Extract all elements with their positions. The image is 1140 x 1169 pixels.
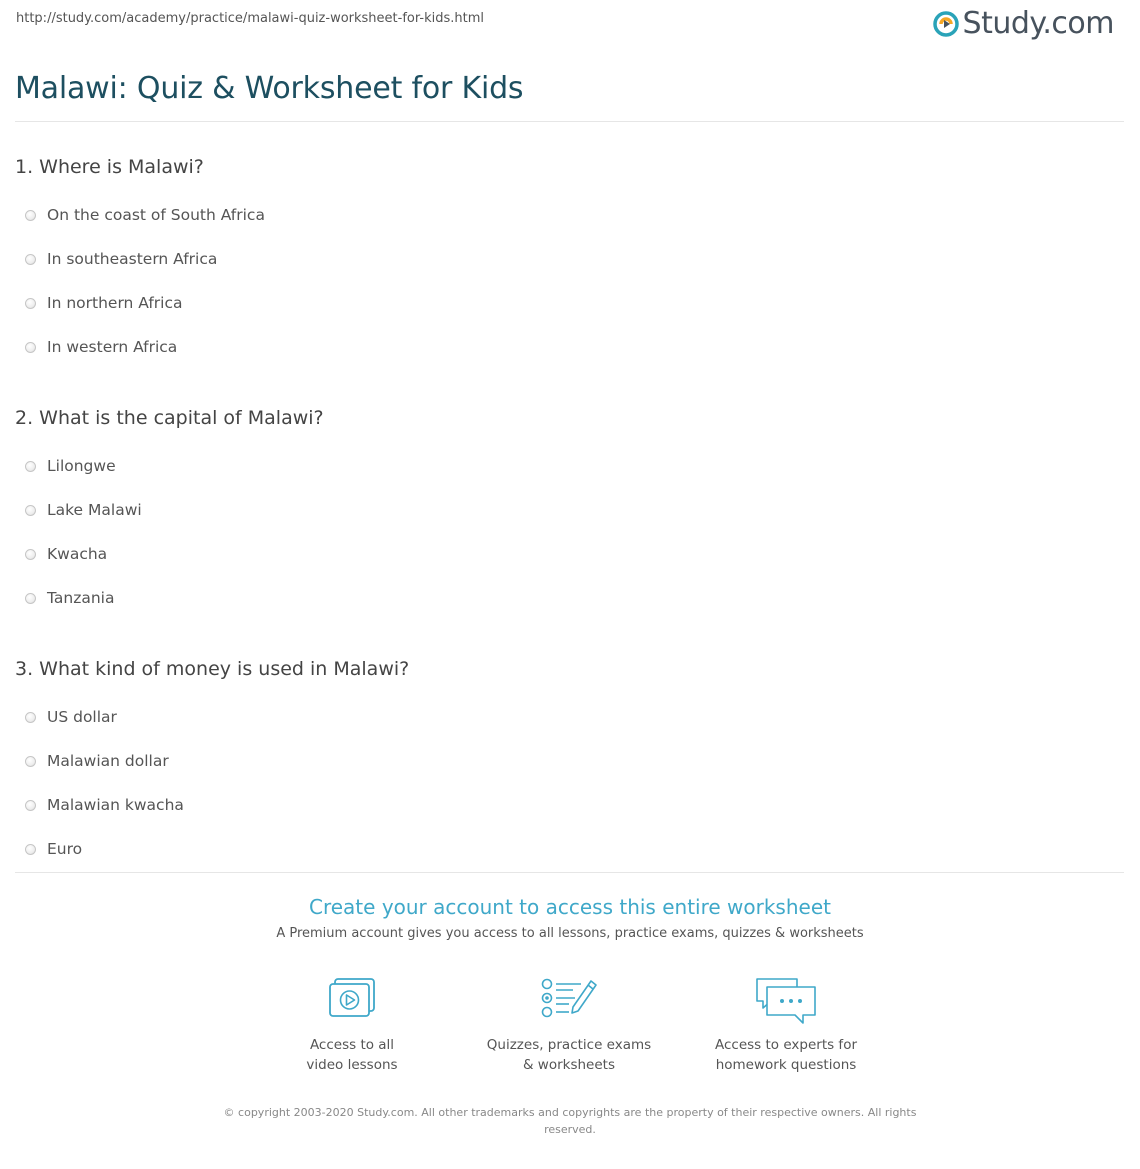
answer-label: Tanzania bbox=[47, 589, 115, 607]
feature-line: video lessons bbox=[306, 1057, 398, 1073]
question-title: 1. Where is Malawi? bbox=[15, 156, 204, 178]
feature-video-lessons bbox=[252, 975, 452, 1075]
radio-icon[interactable] bbox=[25, 505, 36, 516]
feature-quizzes bbox=[469, 975, 669, 1075]
answer-option[interactable] bbox=[15, 698, 1115, 742]
answer-option[interactable] bbox=[15, 786, 1115, 830]
feature-line: & worksheets bbox=[522, 1057, 615, 1073]
answer-label: Malawian kwacha bbox=[47, 796, 184, 814]
radio-icon[interactable] bbox=[25, 298, 36, 309]
question bbox=[15, 153, 1115, 372]
feature-line: homework questions bbox=[715, 1057, 857, 1073]
answer-option[interactable] bbox=[15, 447, 1115, 491]
radio-icon[interactable] bbox=[25, 549, 36, 560]
feature-line: Access to experts for bbox=[714, 1037, 857, 1053]
radio-icon[interactable] bbox=[25, 461, 36, 472]
answer-label: On the coast of South Africa bbox=[47, 206, 265, 224]
answer-label: Euro bbox=[47, 840, 83, 858]
answer-option[interactable] bbox=[15, 491, 1115, 535]
answer-option[interactable] bbox=[15, 830, 1115, 874]
answer-label: Malawian dollar bbox=[47, 752, 169, 770]
quiz-checklist-icon bbox=[539, 975, 599, 1021]
chat-bubbles-icon bbox=[753, 975, 819, 1027]
page-title: Malawi: Quiz & Worksheet for Kids bbox=[15, 71, 524, 106]
video-lessons-icon bbox=[326, 975, 378, 1021]
answer-option[interactable] bbox=[15, 742, 1115, 786]
radio-icon[interactable] bbox=[25, 593, 36, 604]
divider bbox=[15, 121, 1124, 122]
radio-icon[interactable] bbox=[25, 844, 36, 855]
answer-label: In western Africa bbox=[47, 338, 178, 356]
radio-icon[interactable] bbox=[25, 254, 36, 265]
answer-label: US dollar bbox=[47, 708, 117, 726]
cta-subtitle: A Premium account gives you access to all lessons, practice exams, quizzes & worksheets bbox=[276, 926, 864, 941]
answer-option[interactable] bbox=[15, 240, 1115, 284]
feature-experts bbox=[686, 975, 886, 1075]
answer-option[interactable] bbox=[15, 535, 1115, 579]
answer-label: In northern Africa bbox=[47, 294, 183, 312]
answer-option[interactable] bbox=[15, 579, 1115, 623]
answer-label: Lake Malawi bbox=[47, 501, 142, 519]
copyright: © copyright 2003-2020 Study.com. All other trademarks and copyrights are the property of their respective owners. All rights reserved. bbox=[223, 1106, 917, 1136]
answer-option[interactable] bbox=[15, 284, 1115, 328]
quiz bbox=[15, 153, 1115, 874]
answer-option[interactable] bbox=[15, 328, 1115, 372]
feature-line: Access to all bbox=[309, 1037, 395, 1053]
answer-option[interactable] bbox=[15, 196, 1115, 240]
page-url: http://study.com/academy/practice/malawi-quiz-worksheet-for-kids.html bbox=[16, 11, 484, 26]
question bbox=[15, 655, 1115, 874]
radio-icon[interactable] bbox=[25, 800, 36, 811]
radio-icon[interactable] bbox=[25, 712, 36, 723]
study-logo[interactable] bbox=[933, 6, 1114, 41]
feature-line: Quizzes, practice exams bbox=[486, 1037, 652, 1053]
radio-icon[interactable] bbox=[25, 756, 36, 767]
logo-text: Study.com bbox=[962, 6, 1114, 41]
radio-icon[interactable] bbox=[25, 342, 36, 353]
question-title: 3. What kind of money is used in Malawi? bbox=[15, 658, 410, 680]
question-title: 2. What is the capital of Malawi? bbox=[15, 407, 324, 429]
play-circle-icon bbox=[933, 11, 959, 37]
answer-label: Lilongwe bbox=[47, 457, 116, 475]
divider bbox=[15, 872, 1124, 873]
answer-label: Kwacha bbox=[47, 545, 108, 563]
radio-icon[interactable] bbox=[25, 210, 36, 221]
cta-title[interactable]: Create your account to access this entire worksheet bbox=[309, 895, 831, 919]
question bbox=[15, 404, 1115, 623]
answer-label: In southeastern Africa bbox=[47, 250, 218, 268]
